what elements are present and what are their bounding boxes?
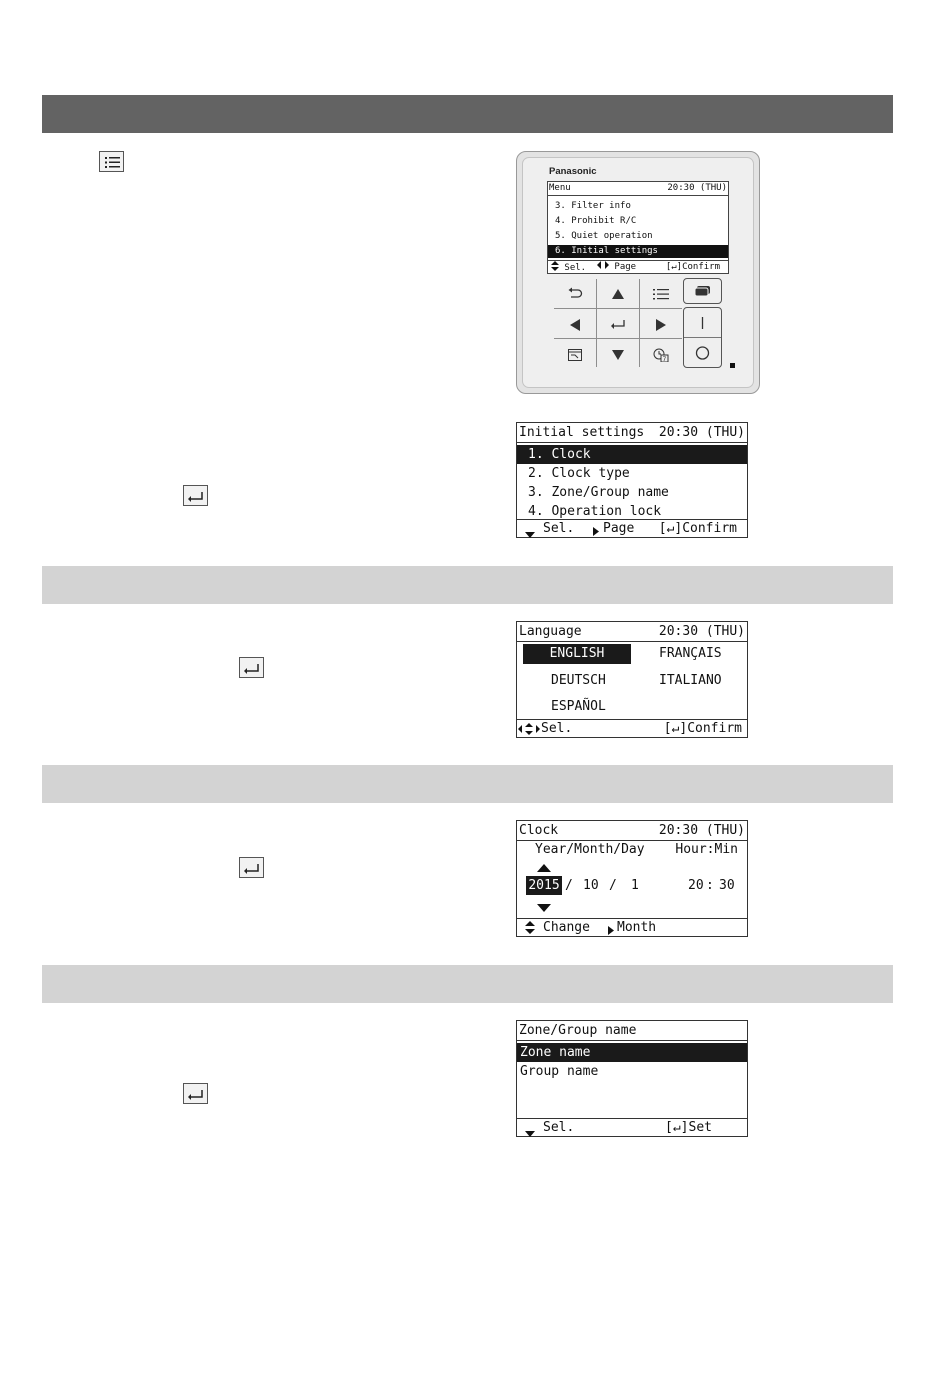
lcd-footer-confirm: [↵]Confirm <box>665 262 720 272</box>
screen-time: 20:30 (THU) <box>658 425 745 440</box>
footer-confirm: [↵]Confirm <box>658 521 737 536</box>
screen-time: 20:30 (THU) <box>658 624 745 639</box>
power-button[interactable] <box>683 307 722 368</box>
lcd-menu-item-selected[interactable]: 6. Initial settings <box>548 245 728 258</box>
command-icon[interactable] <box>683 278 722 304</box>
footer-sel: Sel. <box>543 1120 575 1135</box>
month-field[interactable]: 10 <box>583 878 599 893</box>
footer-month: Month <box>617 920 657 935</box>
footer-change: Change <box>543 920 590 935</box>
language-option-selected[interactable]: ENGLISH <box>523 644 631 664</box>
screen-title: Initial settings <box>519 425 645 440</box>
clock-icon[interactable] <box>640 339 682 369</box>
remote-controller <box>516 151 760 394</box>
chevron-down-icon <box>525 1125 535 1142</box>
section-header-bar-clock <box>42 765 893 803</box>
enter-icon[interactable] <box>597 309 639 339</box>
lcd-time: 20:30 (THU) <box>667 183 727 193</box>
menu-list-icon <box>99 151 124 172</box>
footer-set: [↵]Set <box>665 1120 712 1135</box>
enter-return-icon <box>183 485 208 506</box>
list-item[interactable]: 3. Zone/Group name <box>528 485 669 500</box>
down-icon[interactable] <box>597 339 639 369</box>
back-icon[interactable] <box>554 278 596 308</box>
left-icon[interactable] <box>554 309 596 339</box>
lcd-menu-item[interactable]: 5. Quiet operation <box>555 231 653 241</box>
list-item[interactable]: 2. Clock type <box>528 466 630 481</box>
language-screen <box>516 621 748 738</box>
indicator-lamp <box>730 363 735 368</box>
list-item[interactable]: 4. Operation lock <box>528 504 662 519</box>
timer-icon[interactable] <box>554 339 596 369</box>
date-separator: / <box>609 878 617 893</box>
four-way-arrow-icon <box>518 723 540 740</box>
right-icon[interactable] <box>640 309 682 339</box>
list-item-selected[interactable]: 1. Clock <box>517 445 747 464</box>
lcd-footer-page-label: Page <box>614 262 637 272</box>
language-option[interactable]: ITALIANO <box>659 673 722 688</box>
section-header-bar-language <box>42 566 893 604</box>
chevron-down-icon <box>525 526 535 543</box>
language-option[interactable]: FRANÇAIS <box>659 646 722 661</box>
lcd-footer-sel-label: Sel. <box>564 263 587 273</box>
enter-return-icon <box>239 857 264 878</box>
screen-title: Language <box>519 624 582 639</box>
screen-title: Zone/Group name <box>519 1023 637 1038</box>
footer-sel: Sel. <box>541 721 573 736</box>
lcd-title: Menu <box>549 183 571 193</box>
power-off-icon <box>697 347 709 359</box>
language-option[interactable]: DEUTSCH <box>551 673 606 688</box>
minute-field[interactable]: 30 <box>719 878 735 893</box>
svg-text:7: 7 <box>662 355 667 362</box>
footer-sel: Sel. <box>543 521 575 536</box>
up-icon[interactable] <box>597 278 639 308</box>
year-field[interactable]: 2015 <box>526 876 562 895</box>
list-item-selected[interactable]: Zone name <box>517 1043 747 1062</box>
zone-group-screen <box>516 1020 748 1137</box>
up-down-arrow-icon <box>525 921 535 939</box>
enter-return-icon <box>183 1083 208 1104</box>
lcd-menu-item[interactable]: 3. Filter info <box>555 201 631 211</box>
initial-settings-screen <box>516 422 748 538</box>
lcd-footer-sel <box>551 261 586 274</box>
menu-icon[interactable] <box>640 278 682 308</box>
lcd-menu-item[interactable]: 4. Prohibit R/C <box>555 216 637 226</box>
footer-page: Page <box>603 521 635 536</box>
lcd-footer-page <box>597 261 636 273</box>
section-header-bar-zone-group <box>42 965 893 1003</box>
time-separator: : <box>706 878 714 893</box>
date-label: Year/Month/Day <box>535 842 645 857</box>
screen-time: 20:30 (THU) <box>658 823 745 838</box>
language-option[interactable]: ESPAÑOL <box>551 699 606 714</box>
remote-lcd-screen <box>547 181 729 274</box>
footer-confirm: [↵]Confirm <box>663 721 742 736</box>
hour-field[interactable]: 20 <box>688 878 704 893</box>
section-header-bar-main <box>42 95 893 133</box>
page-arrow-icon <box>608 923 614 940</box>
screen-title: Clock <box>519 823 559 838</box>
increase-arrow-icon[interactable] <box>537 861 551 876</box>
list-item[interactable]: Group name <box>520 1064 599 1079</box>
date-separator: / <box>565 878 573 893</box>
time-label: Hour:Min <box>675 842 738 857</box>
day-field[interactable]: 1 <box>631 878 639 893</box>
clock-screen <box>516 820 748 937</box>
enter-return-icon <box>239 657 264 678</box>
brand-logo: Panasonic <box>549 166 597 177</box>
page-arrow-icon <box>593 524 599 541</box>
decrease-arrow-icon[interactable] <box>537 901 551 916</box>
